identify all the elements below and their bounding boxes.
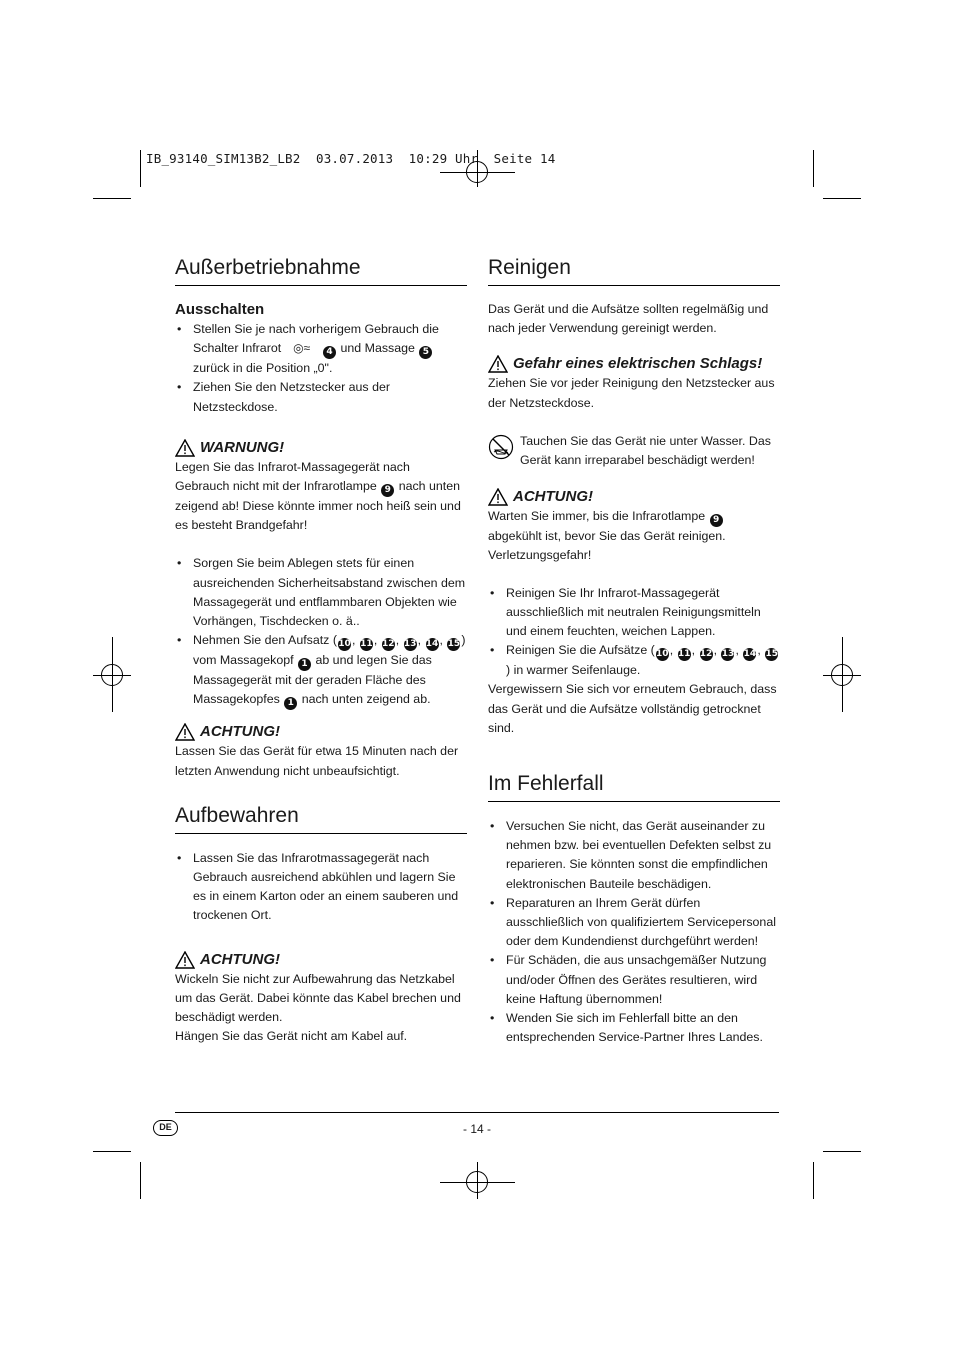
warning-triangle-icon [175, 439, 195, 457]
number-badge: 1 [298, 658, 311, 671]
print-header: IB_93140_SIM13B2_LB2 03.07.2013 10:29 Uhr Seite 14 [146, 151, 556, 166]
cleaning-list [488, 584, 780, 681]
section-title-im-fehlerfall: Im Fehlerfall [488, 771, 780, 802]
warning-triangle-icon [488, 355, 508, 373]
no-immersion-icon [488, 434, 514, 460]
number-badge: 5 [419, 346, 432, 359]
subheading-ausschalten: Ausschalten [175, 301, 265, 318]
warning-text: Legen Sie das Infrarot-Massagegerät nach Gebrauch nicht mit der Infrarotlampe 9 nach unten zeigend ab! Diese könnte immer noch heiß sein und es besteht Brandgefahr! [175, 459, 461, 533]
number-badge: 13 [403, 639, 417, 650]
number-badge: 9 [381, 484, 394, 497]
warning-heading: WARNUNG! [175, 438, 467, 458]
list-item: • Nehmen Sie den Aufsatz (10, 11, 12, 13, 14, 15) vom Massagekopf 1 ab und legen Sie das Massagegerät mit der geraden Fläche des Massagekopfes 1 nach unten zeigend ab. [175, 631, 467, 710]
caution-text: Lassen Sie das Gerät für etwa 15 Minuten nach der letzten Anwendung nicht unbeaufsichtigt. [175, 744, 459, 778]
electric-shock-heading: Gefahr eines elektrischen Schlags! [488, 354, 780, 374]
cleaning-outro: Vergewissern Sie sich vor erneutem Gebrauch, dass das Gerät und die Aufsätze vollständig getrocknet sind. [488, 682, 777, 735]
caution-text: Wickeln Sie nicht zur Aufbewahrung das Netzkabel um das Gerät. Dabei könnte das Kabel brechen und beschädigt werden. [175, 971, 461, 1025]
infrared-symbol-icon: ◎≈ [293, 341, 311, 356]
caution-heading: ACHTUNG! [175, 722, 467, 742]
number-badge: 12 [381, 639, 395, 650]
storage-list [175, 849, 467, 926]
number-badge: 1 [284, 697, 297, 710]
cleaning-intro: Das Gerät und die Aufsätze sollten regelmäßig und nach jeder Verwendung gereinigt werden. [488, 302, 769, 336]
page-number: - 14 - [462, 1122, 491, 1136]
caution-heading: ACHTUNG! [488, 487, 780, 507]
left-column [175, 255, 467, 1046]
number-badge: 11 [677, 649, 691, 660]
section-title-reinigen: Reinigen [488, 255, 780, 286]
warning-triangle-icon [175, 723, 195, 741]
no-water-text: Tauchen Sie das Gerät nie unter Wasser. Das Gerät kann irreparabel beschädigt werden! [520, 433, 771, 468]
caution-text: Warten Sie immer, bis die Infrarotlampe 9 abgekühlt ist, bevor Sie das Gerät reinigen. Verletzungsgefahr! [488, 509, 726, 563]
list-item: • Für Schäden, die aus unsachgemäßer Nutzung und/oder Öffnen des Gerätes resultieren, wird keine Haftung übernommen! [488, 951, 780, 1009]
section-title-ausserbetriebnahme: Außerbetriebnahme [175, 255, 467, 286]
list-item: • Sorgen Sie beim Ablegen stets für einen ausreichenden Sicherheitsabstand zwischen dem Massagegerät und entflammbaren Objekten wie Vorhängen, Tischdecken o. ä.. [175, 554, 467, 631]
electric-shock-text: Ziehen Sie vor jeder Reinigung den Netzstecker aus der Netzsteckdose. [488, 376, 775, 410]
warning-triangle-icon [488, 488, 508, 506]
number-badge: 15 [447, 639, 461, 650]
list-item: • Wenden Sie sich im Fehlerfall bitte an den entsprechenden Service-Partner Ihres Landes. [488, 1009, 780, 1047]
right-column [488, 255, 780, 1047]
footer-divider [175, 1112, 779, 1113]
number-badge: 13 [721, 649, 735, 660]
warning-triangle-icon [175, 951, 195, 969]
caution-text-2: Hängen Sie das Gerät nicht am Kabel auf. [175, 1029, 408, 1044]
list-item: • Reparaturen an Ihrem Gerät dürfen ausschließlich von qualifiziertem Servicepersonal oder dem Kundendienst durchgeführt werden! [488, 894, 780, 952]
list-item: • Reinigen Sie Ihr Infrarot-Massagegerät ausschließlich mit neutralen Reinigungsmitteln und einem feuchten, weichen Lappen. [488, 584, 780, 642]
number-badge: 4 [323, 346, 336, 359]
number-badge: 11 [360, 639, 373, 650]
list-item: • Stellen Sie je nach vorherigem Gebrauch die Schalter Infrarot ◎≈ 4 und Massage 5 zurück in die Position „0". [175, 320, 467, 378]
section-title-aufbewahren: Aufbewahren [175, 803, 467, 834]
list-item: • Versuchen Sie nicht, das Gerät auseinander zu nehmen bzw. bei eventuellen Defekten selbst zu reparieren. Sie könnten sonst die empfindlichen elektronischen Bauteile beschädigen. [488, 817, 780, 894]
fault-list [488, 817, 780, 1047]
list-item: • Ziehen Sie den Netzstecker aus der Netzsteckdose. [175, 378, 467, 416]
list-item: • Reinigen Sie die Aufsätze (10, 11, 12, 13, 14, 15) in warmer Seifenlauge. [488, 641, 780, 680]
number-badge: 10 [656, 649, 669, 660]
number-badge: 14 [743, 649, 757, 660]
number-badge: 9 [710, 514, 723, 527]
caution-heading: ACHTUNG! [175, 950, 467, 970]
safety-list [175, 554, 467, 710]
number-badge: 10 [338, 639, 351, 650]
number-badge: 15 [765, 649, 778, 660]
list-item: • Lassen Sie das Infrarotmassagegerät nach Gebrauch ausreichend abkühlen und lagern Sie es in einem Karton oder an einem sauberen und trockenen Ort. [175, 849, 467, 926]
number-badge: 14 [425, 639, 439, 650]
no-water-note [488, 432, 780, 470]
language-badge: DE [153, 1120, 178, 1136]
ausschalten-list [175, 320, 467, 417]
number-badge: 12 [699, 649, 713, 660]
